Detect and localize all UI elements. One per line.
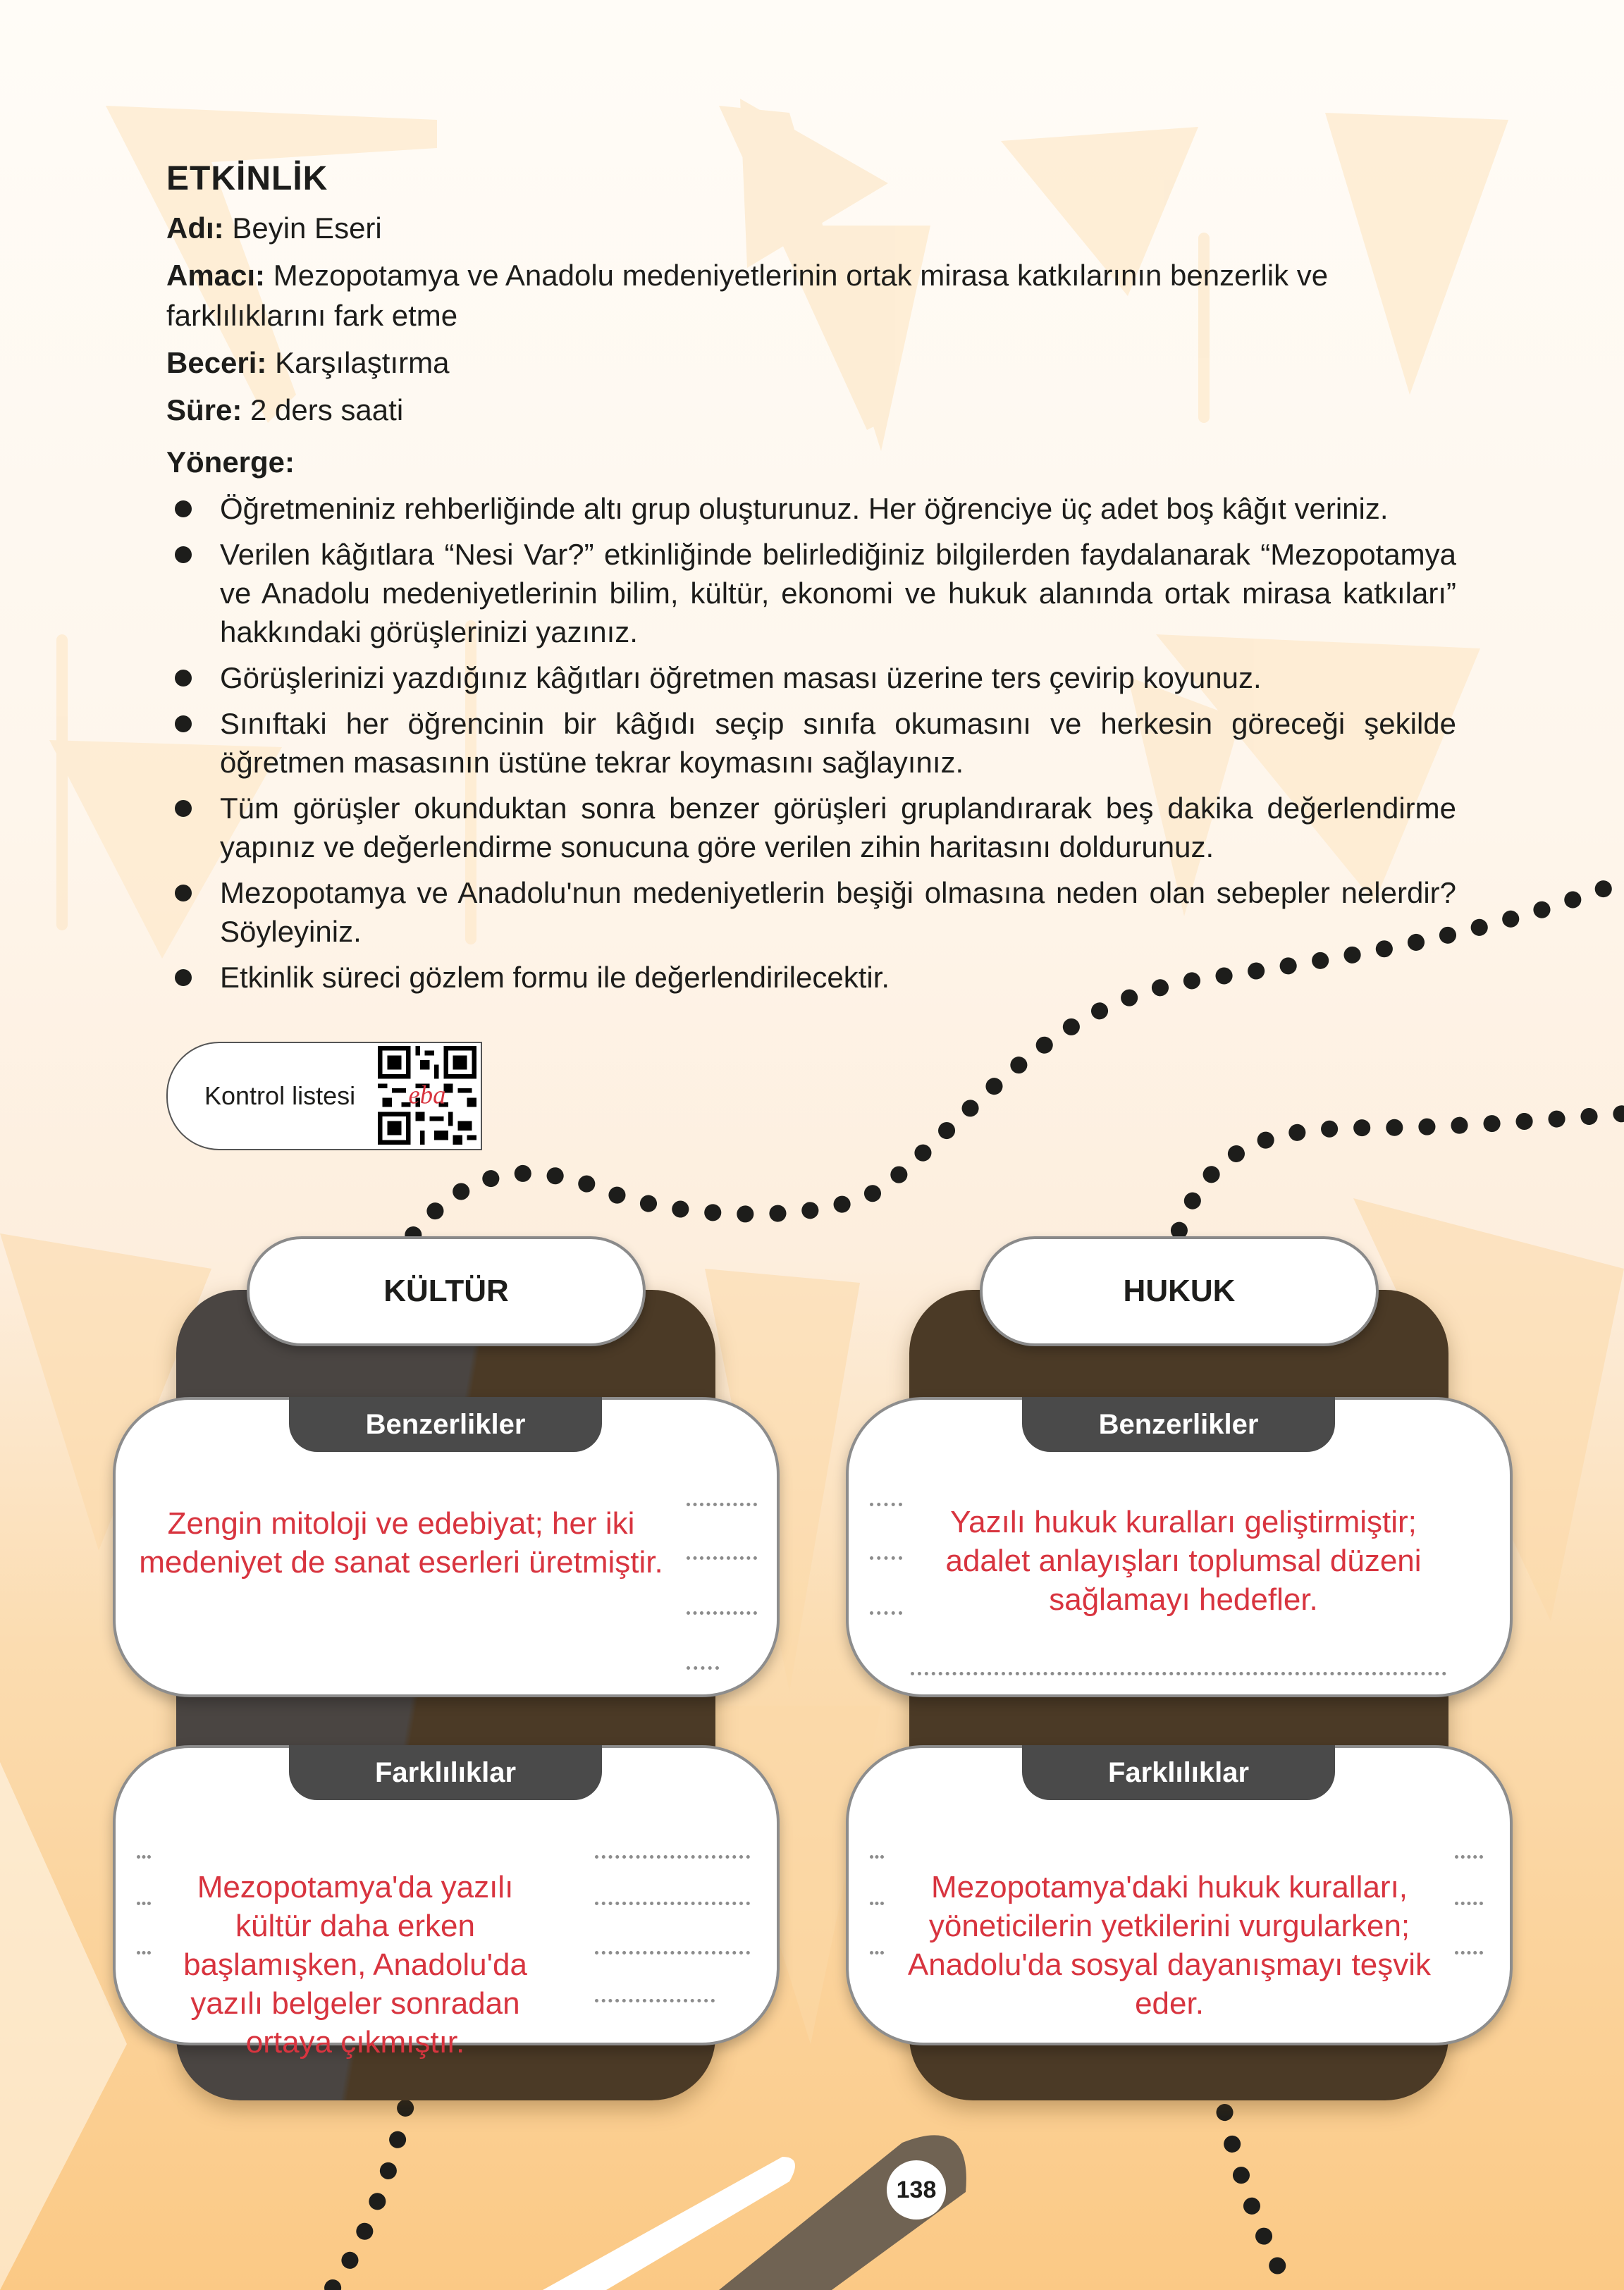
answer-line <box>687 1556 757 1560</box>
answer-line <box>1455 1902 1483 1905</box>
answer-line <box>911 1672 1446 1675</box>
answer-line <box>870 1556 902 1560</box>
similarities-box <box>113 1397 780 1697</box>
differences-answer: Mezopotamya'da yazılı kültür daha erken başlamışken, Anadolu'da yazılı belgeler sonradan ortaya çıkmıştır. <box>183 1870 527 2060</box>
answer-line <box>595 1999 715 2002</box>
similarities-tab: Benzerlikler <box>1022 1397 1335 1452</box>
answer-line <box>137 1951 151 1954</box>
differences-box <box>113 1745 780 2060</box>
instruction-item: Verilen kâğıtlara “Nesi Var?” etkinliğinde belirlediğiniz bilgilerden faydalanarak “Mezopotamya ve Anadolu medeniyetlerinin bilim, kültür, ekonomi ve hukuk alanında ortak mirasa katkıları” hakkındaki görüşlerinizi yazınız. <box>166 535 1456 651</box>
checklist-link[interactable] <box>166 1042 482 1150</box>
similarities-box <box>846 1397 1513 1697</box>
answer-line <box>687 1503 757 1506</box>
activity-duration: Süre: 2 ders saati <box>166 393 404 426</box>
answer-line <box>687 1666 719 1670</box>
instructions-list <box>166 489 1456 997</box>
instructions-heading: Yönerge: <box>166 445 295 479</box>
differences-answer: Mezopotamya'daki hukuk kuralları, yöneticilerin yetkilerini vurgularken; Anadolu'da sosyal dayanışmayı teşvik eder. <box>907 1870 1432 2021</box>
answer-line <box>1455 1951 1483 1954</box>
answer-line <box>870 1855 884 1859</box>
answer-line <box>870 1902 884 1905</box>
answer-line <box>870 1503 902 1506</box>
answer-line <box>595 1855 750 1859</box>
instruction-item: Tüm görüşler okunduktan sonra benzer görüşleri gruplandırarak beş dakika değerlendirme yapınız ve değerlendirme sonucuna göre verilen zihin haritasını doldurunuz. <box>166 789 1456 866</box>
answer-line <box>870 1951 884 1954</box>
svg-text:eba: eba <box>408 1080 446 1109</box>
activity-section <box>166 159 1456 1004</box>
answer-line <box>137 1902 151 1905</box>
instruction-item: Öğretmeniniz rehberliğinde altı grup oluşturunuz. Her öğrenciye üç adet boş kâğıt veriniz. <box>166 489 1456 528</box>
similarities-answer: Yazılı hukuk kuralları geliştirmiştir; adalet anlayışları toplumsal düzeni sağlamayı hedefler. <box>945 1505 1422 1617</box>
answer-line <box>1455 1855 1483 1859</box>
answer-line <box>137 1855 151 1859</box>
activity-heading: ETKİNLİK <box>166 160 328 197</box>
instruction-item: Mezopotamya ve Anadolu'nun medeniyetlerin beşiği olmasına neden olan sebepler nelerdir? Söyleyiniz. <box>166 873 1456 951</box>
category-title: KÜLTÜR <box>247 1236 646 1346</box>
qr-code-icon[interactable] <box>378 1046 476 1145</box>
activity-aim: Amacı: Mezopotamya ve Anadolu medeniyetlerinin ortak mirasa katkılarının benzerlik ve farklılıklarını fark etme <box>166 259 1329 332</box>
answer-line <box>870 1611 902 1615</box>
checklist-label: Kontrol listesi <box>204 1081 356 1110</box>
similarities-answer: Zengin mitoloji ve edebiyat; her iki medeniyet de sanat eserleri üretmiştir. <box>139 1506 663 1580</box>
answer-line <box>595 1902 750 1905</box>
activity-skill: Beceri: Karşılaştırma <box>166 346 450 379</box>
differences-tab: Farklılıklar <box>1022 1745 1335 1800</box>
differences-box <box>846 1745 1513 2045</box>
answer-line <box>687 1611 757 1615</box>
similarities-tab: Benzerlikler <box>289 1397 602 1452</box>
activity-name: Adı: Beyin Eseri <box>166 211 382 245</box>
category-title: HUKUK <box>980 1236 1379 1346</box>
differences-tab: Farklılıklar <box>289 1745 602 1800</box>
page-number: 138 <box>887 2160 946 2220</box>
instruction-item: Görüşlerinizi yazdığınız kâğıtları öğretmen masası üzerine ters çevirip koyunuz. <box>166 658 1456 697</box>
instruction-item: Etkinlik süreci gözlem formu ile değerlendirilecektir. <box>166 958 1456 997</box>
answer-line <box>595 1951 750 1954</box>
instruction-item: Sınıftaki her öğrencinin bir kâğıdı seçip sınıfa okumasını ve herkesin göreceği şekilde öğretmen masasının üstüne tekrar koymasını sağlayınız. <box>166 704 1456 782</box>
